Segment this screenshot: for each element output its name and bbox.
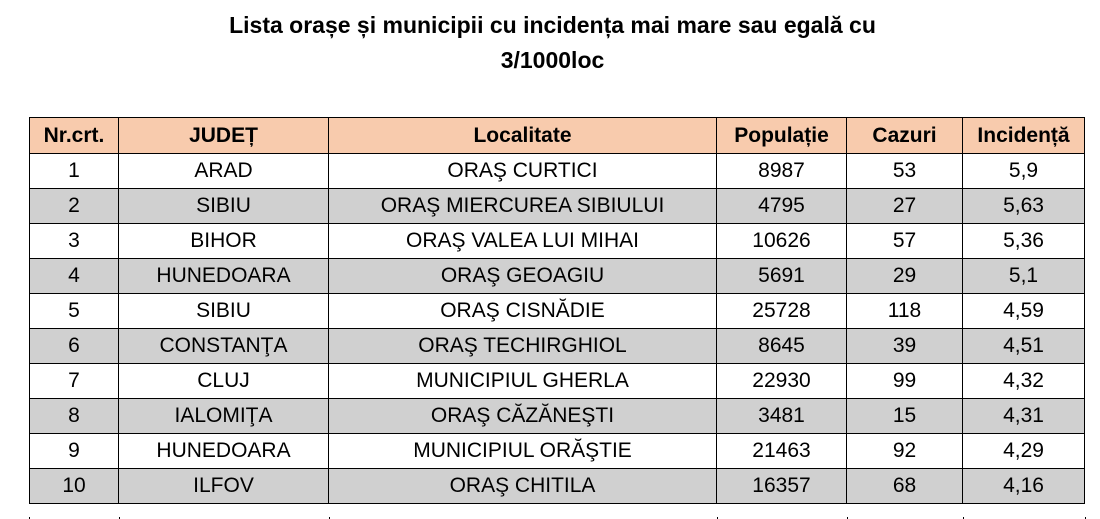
cell-localitate: ORAŞ GEOAGIU xyxy=(329,259,717,294)
header-nr-crt: Nr.crt. xyxy=(30,118,119,154)
cell-populatie: 16357 xyxy=(717,469,847,504)
header-incidenta: Incidență xyxy=(963,118,1085,154)
cell-judet: HUNEDOARA xyxy=(119,259,329,294)
cell-cazuri: 118 xyxy=(847,294,963,329)
cell-nr-crt: 5 xyxy=(30,294,119,329)
cell-nr-crt: 9 xyxy=(30,434,119,469)
header-cazuri: Cazuri xyxy=(847,118,963,154)
cell-incidenta: 5,36 xyxy=(963,224,1085,259)
cell-localitate: ORAŞ CHITILA xyxy=(329,469,717,504)
cell-cazuri: 68 xyxy=(847,469,963,504)
cell-populatie: 22930 xyxy=(717,364,847,399)
cell-populatie: 8645 xyxy=(717,329,847,364)
table-row xyxy=(30,434,1085,469)
cell-localitate: ORAŞ VALEA LUI MIHAI xyxy=(329,224,717,259)
cell-incidenta: 4,32 xyxy=(963,364,1085,399)
table-row xyxy=(30,364,1085,399)
cell-judet: BIHOR xyxy=(119,224,329,259)
cell-nr-crt: 2 xyxy=(30,189,119,224)
table-row xyxy=(30,294,1085,329)
header-localitate: Localitate xyxy=(329,118,717,154)
cell-judet: ILFOV xyxy=(119,469,329,504)
cell-populatie: 25728 xyxy=(717,294,847,329)
cell-incidenta: 4,59 xyxy=(963,294,1085,329)
cell-cazuri: 99 xyxy=(847,364,963,399)
cell-populatie: 4795 xyxy=(717,189,847,224)
cell-cazuri: 15 xyxy=(847,399,963,434)
cell-cazuri: 57 xyxy=(847,224,963,259)
cell-populatie: 5691 xyxy=(717,259,847,294)
cell-judet: ARAD xyxy=(119,154,329,189)
header-judet: JUDEȚ xyxy=(119,118,329,154)
title-line-1: Lista orașe și municipii cu incidența mai mare sau egală cu xyxy=(229,12,876,38)
cell-judet: CONSTANŢA xyxy=(119,329,329,364)
table-header-row xyxy=(30,118,1085,154)
cell-cazuri: 92 xyxy=(847,434,963,469)
cell-judet: SIBIU xyxy=(119,189,329,224)
cell-judet: HUNEDOARA xyxy=(119,434,329,469)
cell-judet: SIBIU xyxy=(119,294,329,329)
cell-populatie: 21463 xyxy=(717,434,847,469)
cell-nr-crt: 6 xyxy=(30,329,119,364)
cell-nr-crt: 10 xyxy=(30,469,119,504)
cell-populatie: 10626 xyxy=(717,224,847,259)
cell-nr-crt: 3 xyxy=(30,224,119,259)
table-row xyxy=(30,224,1085,259)
document-title xyxy=(0,8,1100,78)
cell-nr-crt: 8 xyxy=(30,399,119,434)
cell-judet: IALOMIŢA xyxy=(119,399,329,434)
cell-localitate: MUNICIPIUL ORĂŞTIE xyxy=(329,434,717,469)
cell-localitate: ORAŞ CISNĂDIE xyxy=(329,294,717,329)
cell-localitate: MUNICIPIUL GHERLA xyxy=(329,364,717,399)
cell-localitate: ORAŞ TECHIRGHIOL xyxy=(329,329,717,364)
cell-incidenta: 5,9 xyxy=(963,154,1085,189)
table-row xyxy=(30,189,1085,224)
cell-incidenta: 4,16 xyxy=(963,469,1085,504)
cell-cazuri: 27 xyxy=(847,189,963,224)
cell-cazuri: 29 xyxy=(847,259,963,294)
table-row xyxy=(30,469,1085,504)
title-line-2: 3/1000loc xyxy=(500,47,605,73)
cell-nr-crt: 7 xyxy=(30,364,119,399)
header-populatie: Populație xyxy=(717,118,847,154)
cell-judet: CLUJ xyxy=(119,364,329,399)
cell-incidenta: 4,31 xyxy=(963,399,1085,434)
cell-localitate: ORAŞ MIERCUREA SIBIULUI xyxy=(329,189,717,224)
cell-incidenta: 5,63 xyxy=(963,189,1085,224)
cell-populatie: 3481 xyxy=(717,399,847,434)
cell-localitate: ORAŞ CĂZĂNEŞTI xyxy=(329,399,717,434)
table-row xyxy=(30,399,1085,434)
table-row xyxy=(30,329,1085,364)
cell-populatie: 8987 xyxy=(717,154,847,189)
incidence-table xyxy=(29,117,1085,504)
cell-nr-crt: 4 xyxy=(30,259,119,294)
cell-nr-crt: 1 xyxy=(30,154,119,189)
table-row xyxy=(30,154,1085,189)
cell-cazuri: 53 xyxy=(847,154,963,189)
cell-incidenta: 4,51 xyxy=(963,329,1085,364)
cell-cazuri: 39 xyxy=(847,329,963,364)
cell-localitate: ORAŞ CURTICI xyxy=(329,154,717,189)
cell-incidenta: 4,29 xyxy=(963,434,1085,469)
table-row xyxy=(30,259,1085,294)
cell-incidenta: 5,1 xyxy=(963,259,1085,294)
